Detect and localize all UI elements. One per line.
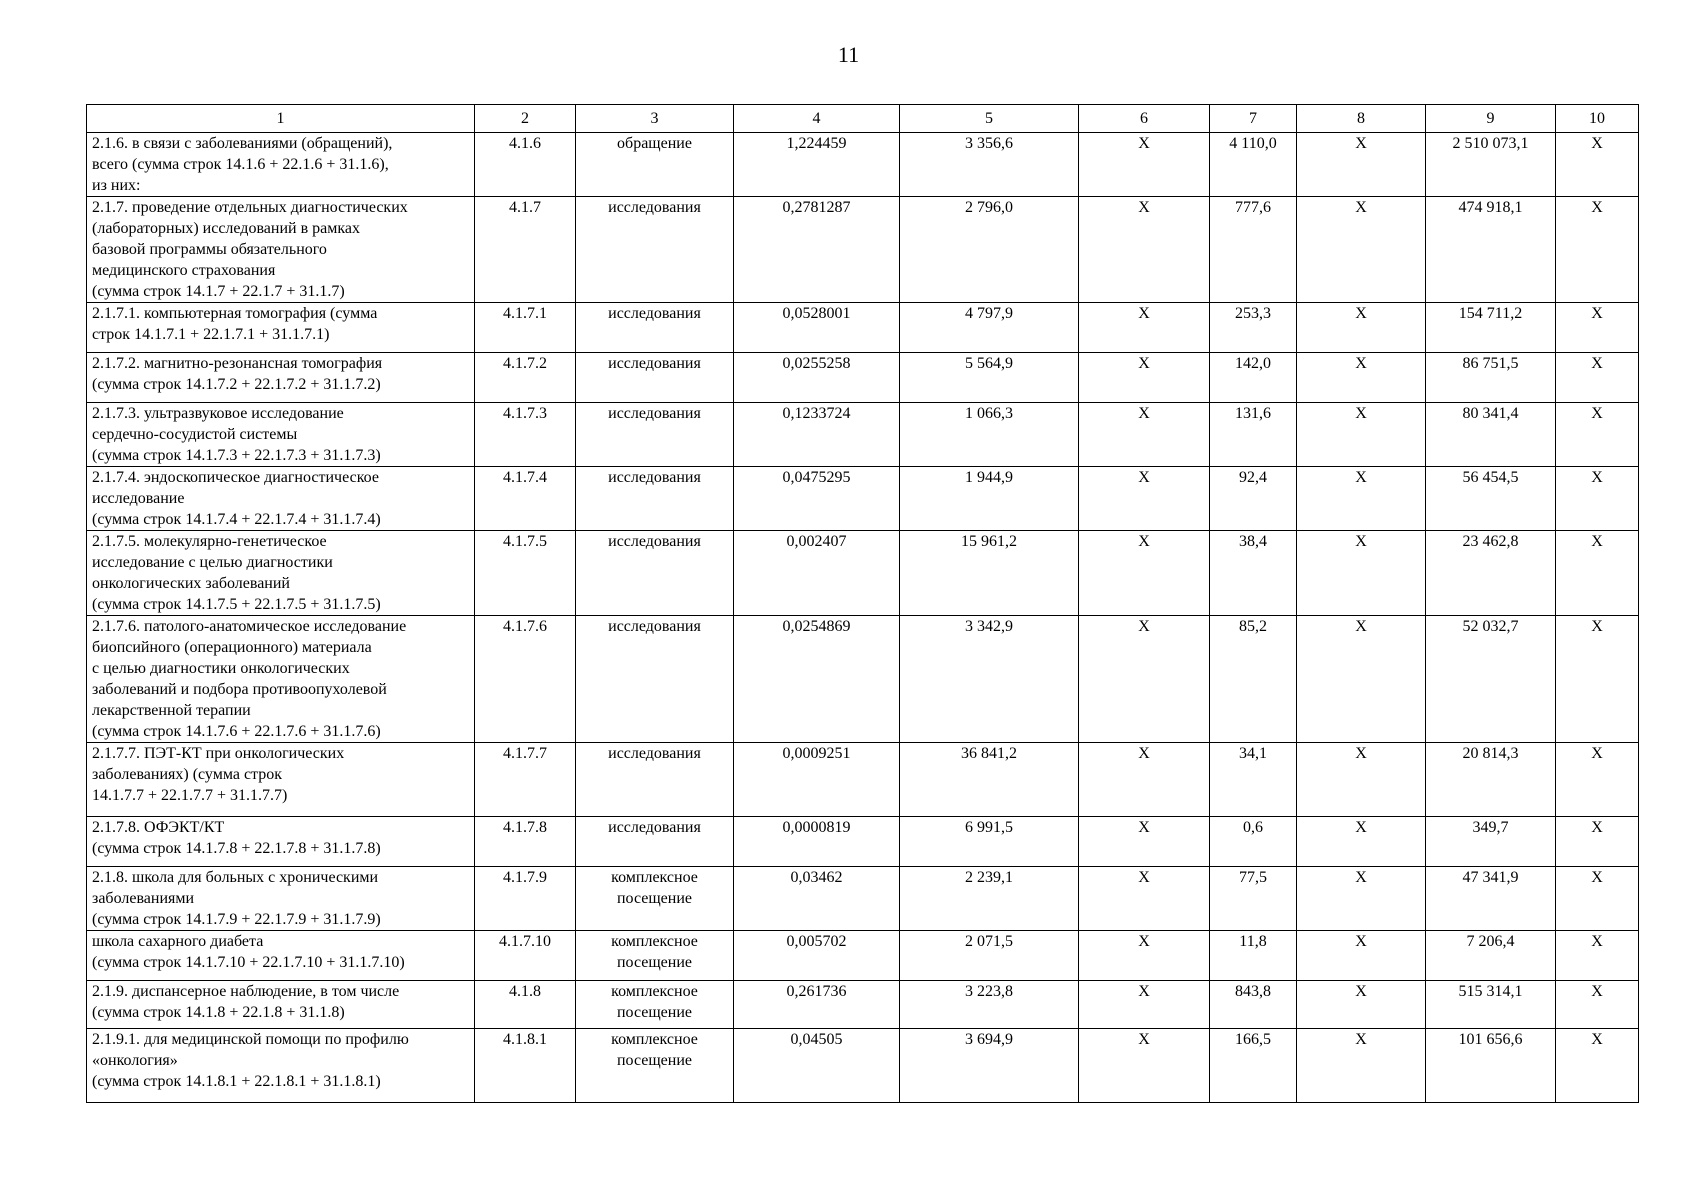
row-value-cell: 20 814,3 — [1426, 743, 1556, 817]
row-value-cell: 0,002407 — [734, 531, 900, 616]
row-value-cell: Х — [1079, 403, 1210, 467]
row-value-cell: 0,03462 — [734, 867, 900, 931]
row-value-cell: 131,6 — [1210, 403, 1297, 467]
table-row — [87, 403, 1639, 467]
row-value-cell: Х — [1297, 867, 1426, 931]
table-row — [87, 931, 1639, 981]
row-value-cell: 92,4 — [1210, 467, 1297, 531]
row-value-cell: 5 564,9 — [900, 353, 1079, 403]
row-unit-cell: комплексное посещение — [576, 867, 734, 931]
row-value-cell: 3 342,9 — [900, 616, 1079, 743]
row-value-cell: 3 223,8 — [900, 981, 1079, 1029]
row-value-cell: Х — [1297, 743, 1426, 817]
row-value-cell: 6 991,5 — [900, 817, 1079, 867]
row-value-cell: Х — [1556, 531, 1639, 616]
row-value-cell: Х — [1079, 867, 1210, 931]
row-value-cell: 0,6 — [1210, 817, 1297, 867]
row-value-cell: 142,0 — [1210, 353, 1297, 403]
row-value-cell: Х — [1297, 531, 1426, 616]
row-name-cell: 2.1.7.1. компьютерная томография (сумма строк 14.1.7.1 + 22.1.7.1 + 31.1.7.1) — [87, 303, 475, 353]
row-value-cell: 0,0000819 — [734, 817, 900, 867]
row-value-cell: 2 071,5 — [900, 931, 1079, 981]
table-row — [87, 1029, 1639, 1103]
row-unit-cell: исследования — [576, 403, 734, 467]
row-value-cell: 34,1 — [1210, 743, 1297, 817]
row-code-cell: 4.1.7.2 — [475, 353, 576, 403]
row-name-cell: 2.1.6. в связи с заболеваниями (обращений), всего (сумма строк 14.1.6 + 22.1.6 + 31.1.6), из них: — [87, 133, 475, 197]
header-cell: 1 — [87, 105, 475, 133]
row-code-cell: 4.1.7.8 — [475, 817, 576, 867]
row-value-cell: Х — [1556, 616, 1639, 743]
table-row — [87, 867, 1639, 931]
row-name-cell: 2.1.7.2. магнитно-резонансная томография (сумма строк 14.1.7.2 + 22.1.7.2 + 31.1.7.2) — [87, 353, 475, 403]
header-cell: 2 — [475, 105, 576, 133]
row-value-cell: Х — [1556, 867, 1639, 931]
row-value-cell: 38,4 — [1210, 531, 1297, 616]
row-value-cell: Х — [1079, 353, 1210, 403]
row-value-cell: Х — [1297, 403, 1426, 467]
row-value-cell: 0,0528001 — [734, 303, 900, 353]
row-value-cell: 101 656,6 — [1426, 1029, 1556, 1103]
row-name-cell: 2.1.9.1. для медицинской помощи по профилю «онкология» (сумма строк 14.1.8.1 + 22.1.8.1 + 31.1.8.1) — [87, 1029, 475, 1103]
row-unit-cell: обращение — [576, 133, 734, 197]
table-row — [87, 467, 1639, 531]
row-code-cell: 4.1.7 — [475, 197, 576, 303]
table-row — [87, 133, 1639, 197]
row-unit-cell: исследования — [576, 616, 734, 743]
row-value-cell: 52 032,7 — [1426, 616, 1556, 743]
row-value-cell: 0,0254869 — [734, 616, 900, 743]
row-value-cell: Х — [1556, 403, 1639, 467]
header-row — [87, 105, 1639, 133]
row-code-cell: 4.1.7.5 — [475, 531, 576, 616]
header-cell: 5 — [900, 105, 1079, 133]
table-row — [87, 981, 1639, 1029]
header-cell: 4 — [734, 105, 900, 133]
row-value-cell: Х — [1297, 303, 1426, 353]
row-value-cell: Х — [1297, 1029, 1426, 1103]
row-code-cell: 4.1.8 — [475, 981, 576, 1029]
table-row — [87, 817, 1639, 867]
row-unit-cell: исследования — [576, 303, 734, 353]
row-value-cell: Х — [1079, 981, 1210, 1029]
table-row — [87, 197, 1639, 303]
row-value-cell: 349,7 — [1426, 817, 1556, 867]
row-code-cell: 4.1.7.7 — [475, 743, 576, 817]
row-value-cell: Х — [1297, 467, 1426, 531]
row-unit-cell: исследования — [576, 743, 734, 817]
row-value-cell: Х — [1079, 531, 1210, 616]
row-value-cell: 2 796,0 — [900, 197, 1079, 303]
row-value-cell: Х — [1556, 931, 1639, 981]
data-table — [86, 104, 1639, 1103]
row-code-cell: 4.1.7.6 — [475, 616, 576, 743]
row-value-cell: 77,5 — [1210, 867, 1297, 931]
row-value-cell: 15 961,2 — [900, 531, 1079, 616]
row-value-cell: 253,3 — [1210, 303, 1297, 353]
row-value-cell: 0,04505 — [734, 1029, 900, 1103]
row-unit-cell: исследования — [576, 817, 734, 867]
row-name-cell: школа сахарного диабета (сумма строк 14.1.7.10 + 22.1.7.10 + 31.1.7.10) — [87, 931, 475, 981]
row-value-cell: Х — [1556, 353, 1639, 403]
row-value-cell: 0,0475295 — [734, 467, 900, 531]
row-code-cell: 4.1.8.1 — [475, 1029, 576, 1103]
row-value-cell: 474 918,1 — [1426, 197, 1556, 303]
row-value-cell: Х — [1556, 981, 1639, 1029]
row-name-cell: 2.1.7.7. ПЭТ-КТ при онкологических заболеваниях) (сумма строк 14.1.7.7 + 22.1.7.7 + 31.1.7.7) — [87, 743, 475, 817]
row-name-cell: 2.1.9. диспансерное наблюдение, в том числе (сумма строк 14.1.8 + 22.1.8 + 31.1.8) — [87, 981, 475, 1029]
row-value-cell: 2 239,1 — [900, 867, 1079, 931]
row-value-cell: Х — [1297, 817, 1426, 867]
row-name-cell: 2.1.8. школа для больных с хроническими заболеваниями (сумма строк 14.1.7.9 + 22.1.7.9 + 31.1.7.9) — [87, 867, 475, 931]
row-name-cell: 2.1.7. проведение отдельных диагностических (лабораторных) исследований в рамках базовой программы обязательного медицинского страхования (сумма строк 14.1.7 + 22.1.7 + 31.1.7) — [87, 197, 475, 303]
row-value-cell: Х — [1556, 133, 1639, 197]
row-value-cell: 85,2 — [1210, 616, 1297, 743]
row-value-cell: 47 341,9 — [1426, 867, 1556, 931]
row-code-cell: 4.1.7.9 — [475, 867, 576, 931]
row-value-cell: 0,0255258 — [734, 353, 900, 403]
row-value-cell: 1,224459 — [734, 133, 900, 197]
row-value-cell: Х — [1556, 743, 1639, 817]
row-value-cell: Х — [1297, 931, 1426, 981]
row-value-cell: 80 341,4 — [1426, 403, 1556, 467]
row-value-cell: 86 751,5 — [1426, 353, 1556, 403]
row-unit-cell: комплексное посещение — [576, 1029, 734, 1103]
row-value-cell: 1 066,3 — [900, 403, 1079, 467]
row-value-cell: 1 944,9 — [900, 467, 1079, 531]
table-row — [87, 303, 1639, 353]
row-unit-cell: исследования — [576, 467, 734, 531]
row-value-cell: Х — [1297, 197, 1426, 303]
row-name-cell: 2.1.7.4. эндоскопическое диагностическое исследование (сумма строк 14.1.7.4 + 22.1.7.4 + 31.1.7.4) — [87, 467, 475, 531]
row-code-cell: 4.1.7.3 — [475, 403, 576, 467]
header-cell: 8 — [1297, 105, 1426, 133]
table-row — [87, 353, 1639, 403]
row-value-cell: Х — [1556, 817, 1639, 867]
row-value-cell: 23 462,8 — [1426, 531, 1556, 616]
header-cell: 7 — [1210, 105, 1297, 133]
row-value-cell: 777,6 — [1210, 197, 1297, 303]
row-value-cell: 0,2781287 — [734, 197, 900, 303]
row-value-cell: Х — [1079, 1029, 1210, 1103]
table-row — [87, 531, 1639, 616]
header-cell: 10 — [1556, 105, 1639, 133]
row-unit-cell: исследования — [576, 197, 734, 303]
page-number: 11 — [837, 42, 860, 67]
row-value-cell: Х — [1556, 303, 1639, 353]
row-name-cell: 2.1.7.3. ультразвуковое исследование сердечно-сосудистой системы (сумма строк 14.1.7.3 + 22.1.7.3 + 31.1.7.3) — [87, 403, 475, 467]
row-value-cell: Х — [1079, 133, 1210, 197]
row-value-cell: 36 841,2 — [900, 743, 1079, 817]
row-value-cell: Х — [1297, 616, 1426, 743]
row-value-cell: Х — [1556, 197, 1639, 303]
row-value-cell: Х — [1297, 353, 1426, 403]
row-unit-cell: исследования — [576, 531, 734, 616]
row-value-cell: Х — [1079, 616, 1210, 743]
row-unit-cell: комплексное посещение — [576, 931, 734, 981]
row-value-cell: 0,0009251 — [734, 743, 900, 817]
row-name-cell: 2.1.7.6. патолого-анатомическое исследование биопсийного (операционного) материала с целью диагностики онкологических заболеваний и подбора противоопухолевой лекарственной терапии (сумма строк 14.1.7.6 + 22.1.7.6 + 31.1.7.6) — [87, 616, 475, 743]
table-row — [87, 743, 1639, 817]
row-value-cell: Х — [1079, 303, 1210, 353]
row-value-cell: Х — [1556, 1029, 1639, 1103]
row-code-cell: 4.1.7.4 — [475, 467, 576, 531]
row-value-cell: 4 797,9 — [900, 303, 1079, 353]
row-value-cell: 4 110,0 — [1210, 133, 1297, 197]
row-value-cell: 0,005702 — [734, 931, 900, 981]
header-cell: 6 — [1079, 105, 1210, 133]
row-value-cell: Х — [1079, 931, 1210, 981]
row-value-cell: 0,261736 — [734, 981, 900, 1029]
row-name-cell: 2.1.7.5. молекулярно-генетическое исследование с целью диагностики онкологических заболеваний (сумма строк 14.1.7.5 + 22.1.7.5 + 31.1.7.5) — [87, 531, 475, 616]
row-value-cell: 154 711,2 — [1426, 303, 1556, 353]
row-value-cell: Х — [1297, 981, 1426, 1029]
row-value-cell: Х — [1079, 817, 1210, 867]
row-code-cell: 4.1.7.1 — [475, 303, 576, 353]
row-value-cell: 3 356,6 — [900, 133, 1079, 197]
row-value-cell: 2 510 073,1 — [1426, 133, 1556, 197]
row-value-cell: 843,8 — [1210, 981, 1297, 1029]
row-unit-cell: исследования — [576, 353, 734, 403]
row-unit-cell: комплексное посещение — [576, 981, 734, 1029]
row-name-cell: 2.1.7.8. ОФЭКТ/КТ (сумма строк 14.1.7.8 + 22.1.7.8 + 31.1.7.8) — [87, 817, 475, 867]
row-value-cell: Х — [1297, 133, 1426, 197]
row-code-cell: 4.1.7.10 — [475, 931, 576, 981]
row-code-cell: 4.1.6 — [475, 133, 576, 197]
row-value-cell: 7 206,4 — [1426, 931, 1556, 981]
row-value-cell: Х — [1079, 743, 1210, 817]
row-value-cell: Х — [1079, 467, 1210, 531]
row-value-cell: Х — [1556, 467, 1639, 531]
header-cell: 3 — [576, 105, 734, 133]
row-value-cell: 3 694,9 — [900, 1029, 1079, 1103]
table-row — [87, 616, 1639, 743]
row-value-cell: 11,8 — [1210, 931, 1297, 981]
row-value-cell: 166,5 — [1210, 1029, 1297, 1103]
row-value-cell: 0,1233724 — [734, 403, 900, 467]
row-value-cell: Х — [1079, 197, 1210, 303]
row-value-cell: 56 454,5 — [1426, 467, 1556, 531]
header-cell: 9 — [1426, 105, 1556, 133]
row-value-cell: 515 314,1 — [1426, 981, 1556, 1029]
